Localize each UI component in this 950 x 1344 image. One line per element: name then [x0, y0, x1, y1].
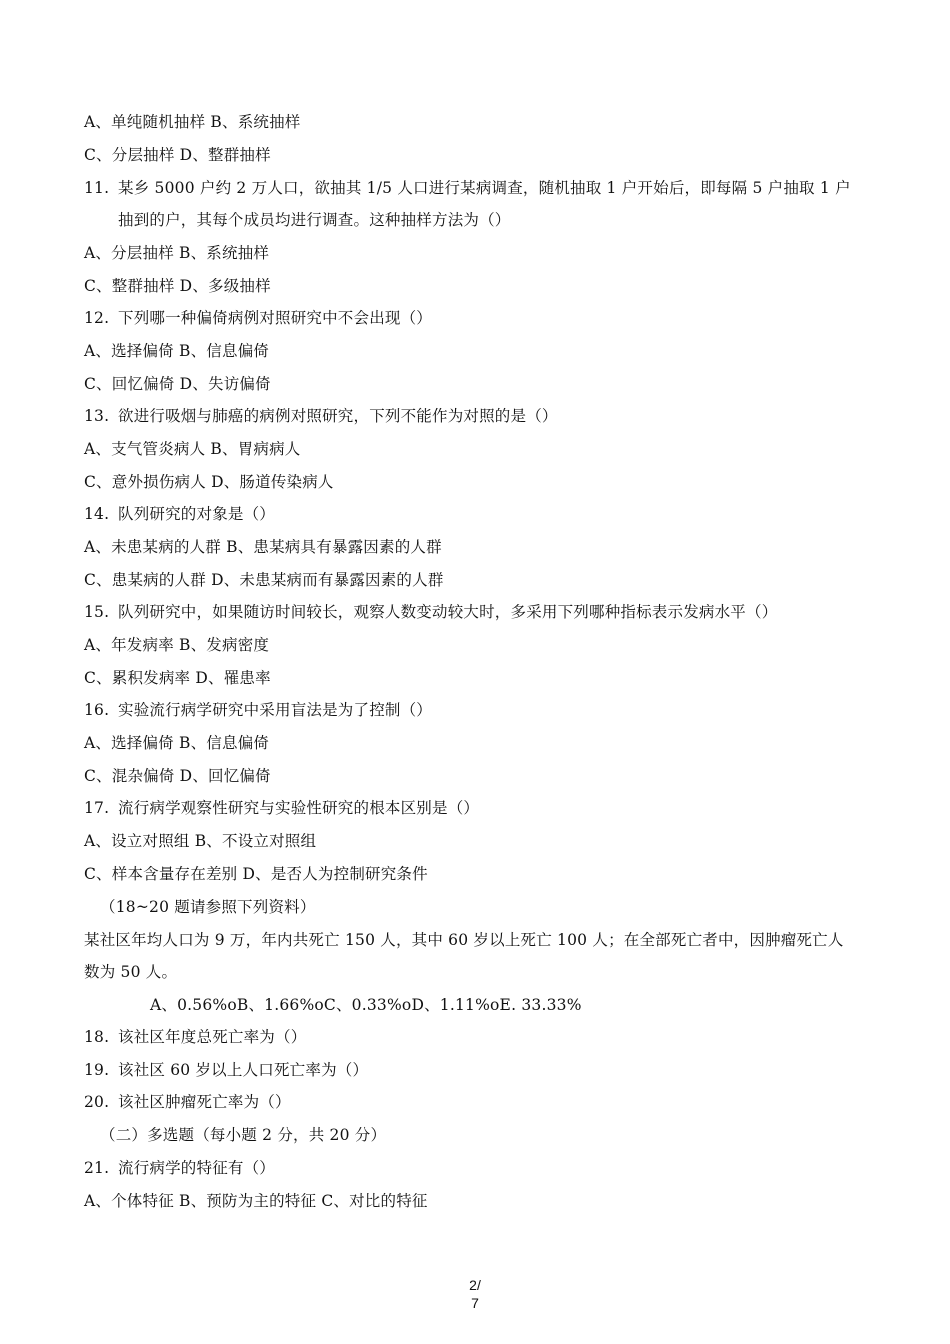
- question-21: 21. 流行病学的特征有（）: [84, 1159, 276, 1177]
- option-line-12ab: A、选择偏倚 B、信息偏倚: [84, 342, 270, 360]
- page-number-current: 2/: [469, 1277, 481, 1293]
- option-line-21abc: A、个体特征 B、预防为主的特征 C、对比的特征: [84, 1192, 428, 1210]
- question-11: 11. 某乡 5000 户约 2 万人口，欲抽其 1/5 人口进行某病调查，随机抽取 1 户开始后，即每隔 5 户抽取 1 户: [84, 179, 851, 197]
- option-line-10ab: A、单纯随机抽样 B、系统抽样: [84, 113, 301, 131]
- section-heading-multiple-choice: （二）多选题（每小题 2 分，共 20 分）: [100, 1126, 387, 1144]
- question-20: 20. 该社区肿瘤死亡率为（）: [84, 1093, 291, 1111]
- page-number: [0, 1276, 950, 1312]
- material-text-continuation: 数为 50 人。: [84, 963, 178, 981]
- question-17: 17. 流行病学观察性研究与实验性研究的根本区别是（）: [84, 799, 480, 817]
- material-heading: （18~20 题请参照下列资料）: [100, 898, 316, 916]
- option-line-11ab: A、分层抽样 B、系统抽样: [84, 244, 270, 262]
- option-line-14cd: C、患某病的人群 D、未患某病而有暴露因素的人群: [84, 571, 444, 589]
- option-line-13cd: C、意外损伤病人 D、肠道传染病人: [84, 473, 334, 491]
- option-line-16ab: A、选择偏倚 B、信息偏倚: [84, 734, 270, 752]
- option-line-15cd: C、累积发病率 D、罹患率: [84, 669, 271, 687]
- page-number-total: 7: [471, 1295, 479, 1311]
- option-line-15ab: A、年发病率 B、发病密度: [84, 636, 270, 654]
- shared-options: A、0.56%oB、1.66%oC、0.33%oD、1.11%oE. 33.33%: [150, 996, 582, 1014]
- question-11-continuation: 抽到的户，其每个成员均进行调查。这种抽样方法为（）: [118, 211, 511, 229]
- question-16: 16. 实验流行病学研究中采用盲法是为了控制（）: [84, 701, 433, 719]
- question-14: 14. 队列研究的对象是（）: [84, 505, 276, 523]
- question-19: 19. 该社区 60 岁以上人口死亡率为（）: [84, 1061, 369, 1079]
- option-line-17cd: C、样本含量存在差别 D、是否人为控制研究条件: [84, 865, 428, 883]
- question-13: 13. 欲进行吸烟与肺癌的病例对照研究，下列不能作为对照的是（）: [84, 407, 558, 425]
- question-12: 12. 下列哪一种偏倚病例对照研究中不会出现（）: [84, 309, 433, 327]
- option-line-13ab: A、支气管炎病人 B、胃病病人: [84, 440, 301, 458]
- material-text: 某社区年均人口为 9 万，年内共死亡 150 人，其中 60 岁以上死亡 100 人；在全部死亡者中，因肿瘤死亡人: [84, 931, 844, 949]
- option-line-11cd: C、整群抽样 D、多级抽样: [84, 277, 271, 295]
- option-line-17ab: A、设立对照组 B、不设立对照组: [84, 832, 317, 850]
- option-line-16cd: C、混杂偏倚 D、回忆偏倚: [84, 767, 271, 785]
- question-18: 18. 该社区年度总死亡率为（）: [84, 1028, 307, 1046]
- option-line-14ab: A、未患某病的人群 B、患某病具有暴露因素的人群: [84, 538, 442, 556]
- option-line-10cd: C、分层抽样 D、整群抽样: [84, 146, 271, 164]
- question-15: 15. 队列研究中，如果随访时间较长，观察人数变动较大时，多采用下列哪种指标表示发病水平（）: [84, 603, 778, 621]
- option-line-12cd: C、回忆偏倚 D、失访偏倚: [84, 375, 271, 393]
